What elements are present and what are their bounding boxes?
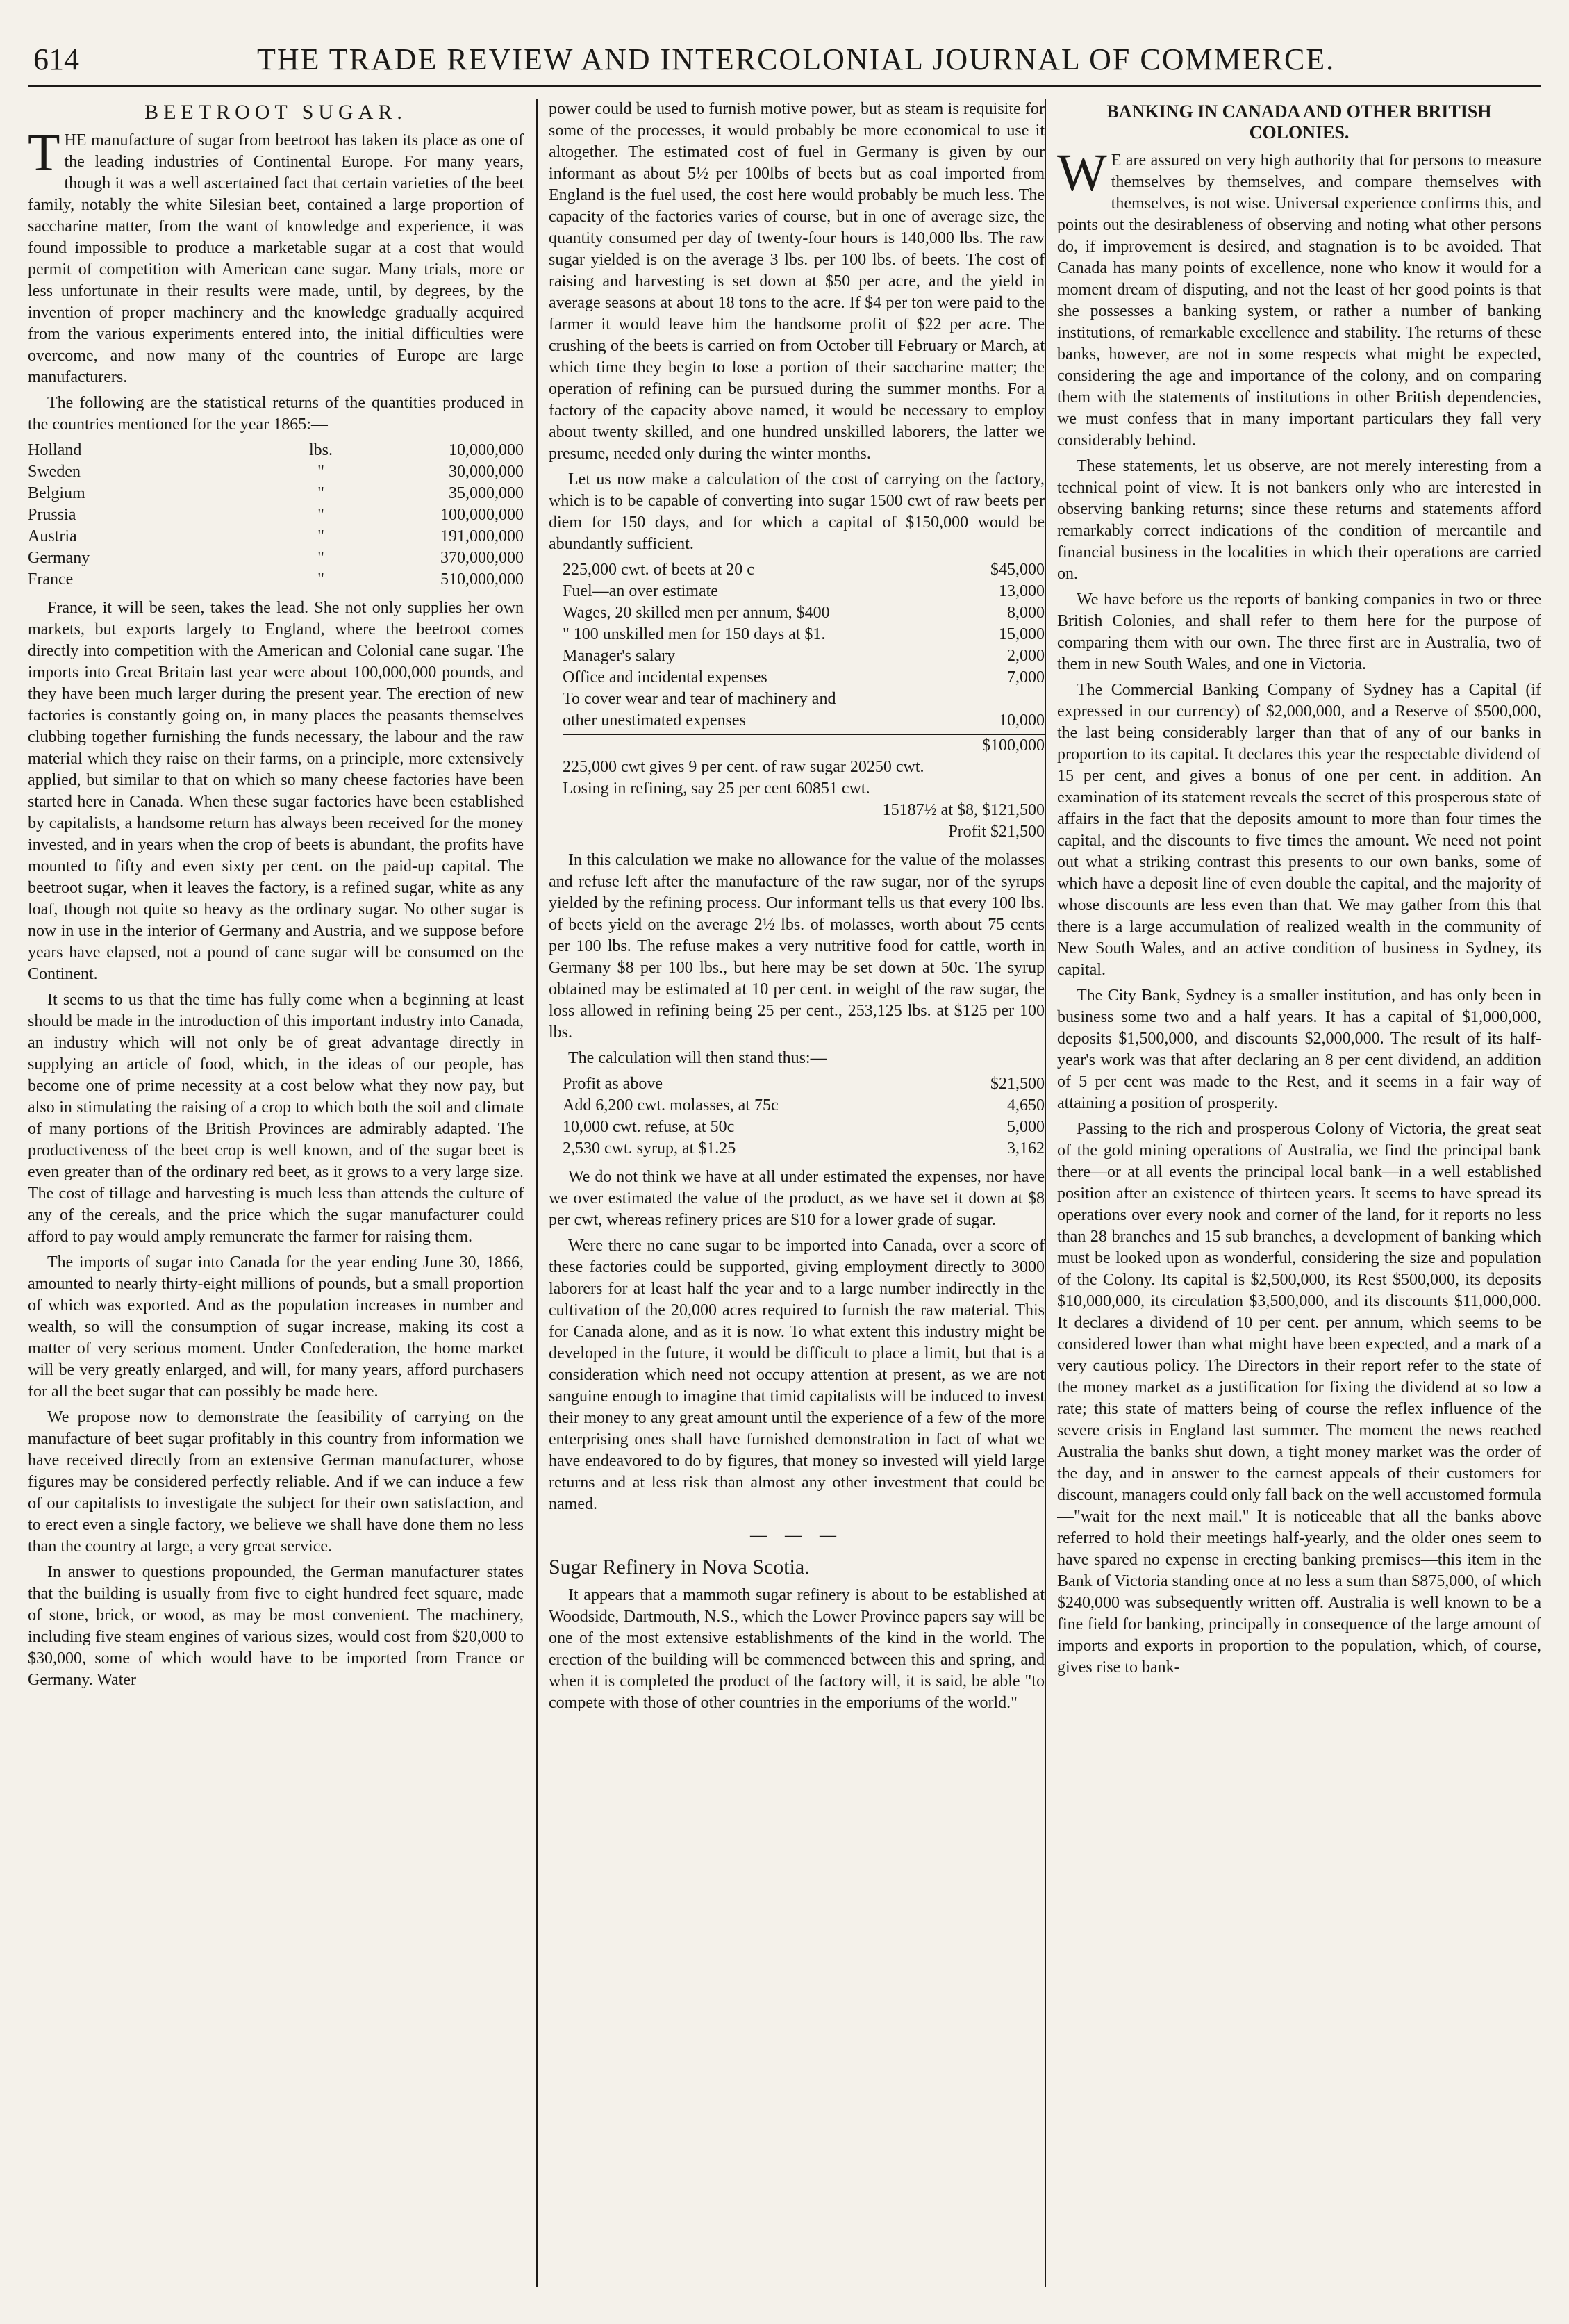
calc-amount: 4,650	[1007, 1096, 1045, 1114]
calc-row	[563, 1095, 1045, 1116]
stat-country: Sweden	[28, 463, 81, 481]
paragraph: It appears that a mammoth sugar refinery is about to be established at Woodside, Dartmouth, N.S., which the Lower Province papers say will be one of the most extensive establishments of the kind in the world. The erection of the building will be commenced between this and spring, and when it is completed the product of the factory will, it is said, be able "to compete with those of other countries in the emporiums of the world."	[549, 1586, 1045, 1712]
calc-label: other unestimated expenses	[563, 711, 746, 730]
calc-label: Wages, 20 skilled men per annum, $400	[563, 604, 830, 622]
drop-cap: T	[28, 124, 60, 182]
stat-value: 35,000,000	[448, 484, 524, 502]
paragraph: The Commercial Banking Company of Sydney has a Capital (if expressed in our currency) of $2,000,000, and a Reserve of $500,000, the last being considerably larger than that of any of our banks in proportion to its capital. It declares this year the respectable dividend of 15 per cent, and gives a bonus of one per cent. in addition. An examination of its statement reveals the secret of this prosperous state of affairs in the fact that the deposits amount to more than four times the capital, and the discounts to five times the amount. We need not point out what a striking contrast this presents to our own banks, some of which have a deposit line of even double the capital, and the majority of whose discounts are less even than that. We may gather from this that there is a large accumulation of realized wealth in the community of New South Wales, and an active condition of business in Sydney, its capital.	[1057, 681, 1541, 979]
stat-unit: "	[317, 506, 324, 524]
revised-calculation	[563, 1073, 1045, 1160]
calc-amount: $45,000	[990, 561, 1045, 579]
calc-profit: Profit $21,500	[948, 823, 1045, 841]
calc-label: 10,000 cwt. refuse, at 50c	[563, 1118, 735, 1136]
paragraph: These statements, let us observe, are not merely interesting from a technical point of view. It is not bankers only who are interested in observing banking returns; since these returns and statements afford remarkably correct indications of the condition of mercantile and financial business in the localities in which their operations are carried on.	[1057, 457, 1541, 583]
calc-row	[563, 602, 1045, 624]
stat-unit: "	[317, 463, 324, 481]
stat-country: Germany	[28, 549, 90, 567]
stat-row	[28, 526, 524, 547]
stat-value: 370,000,000	[440, 549, 524, 567]
stat-country: Belgium	[28, 484, 85, 502]
cost-calculation	[563, 559, 1045, 843]
article-title-sugar-refinery: Sugar Refinery in Nova Scotia.	[549, 1556, 810, 1579]
stat-row	[28, 440, 524, 461]
calc-label: 225,000 cwt. of beets at 20 c	[563, 561, 754, 579]
drop-cap: W	[1057, 144, 1107, 202]
paragraph: Let us now make a calculation of the cost of carrying on the factory, which is to be capable of converting into sugar 1500 cwt of raw beets per diem for 150 days, and for which a capital of $150,000 would be abundantly sufficient.	[549, 470, 1045, 553]
running-head: THE TRADE REVIEW AND INTERCOLONIAL JOURNAL OF COMMERCE.	[257, 42, 1336, 76]
calc-row	[563, 645, 1045, 667]
calc-row	[563, 689, 1045, 710]
calc-label: Office and incidental expenses	[563, 668, 767, 686]
paragraph: It seems to us that the time has fully come when a beginning at least should be made in the introduction of this important industry into Canada, an industry which will not only be of great advantage directly in supplying an article of food, which, in the ideas of our people, has become one of prime necessity at a cost below what they now pay, but also in stimulating the raising of a crop to which both the soil and climate of many portions of the British Provinces are admirably adapted. The productiveness of the beet crop is well known, and of the sugar beet is even greater than of the ordinary red beet, as it grows to a very large size. The cost of tillage and harvesting is much less than attends the culture of any of the cereals, and the price which the sugar manufacturer could afford to pay would amply remunerate the farmer for raising them.	[28, 991, 524, 1246]
calc-row	[563, 667, 1045, 689]
section-separator: — — —	[750, 1526, 843, 1544]
paragraph: We have before us the reports of banking companies in two or three British Colonies, and shall refer to them here for the purpose of comparing them with our own. The three first are in Australia, two of them in new South Wales, and one in Victoria.	[1057, 591, 1541, 673]
stat-value: 191,000,000	[440, 527, 524, 545]
stat-row	[28, 547, 524, 569]
calc-label: To cover wear and tear of machinery and	[563, 690, 836, 708]
calc-label: Add 6,200 cwt. molasses, at 75c	[563, 1096, 779, 1114]
article-title-beetroot-sugar: BEETROOT SUGAR.	[144, 101, 407, 124]
calc-amount: 3,162	[1007, 1139, 1045, 1157]
paragraph: Passing to the rich and prosperous Colony of Victoria, the great seat of the gold mining operations of Australia, we find the principal bank there—or at all events the principal local bank—in a well established position after an existence of thirteen years. It seems to have spread its operations over every nook and corner of the land, for it reports no less than 28 branches and 15 sub branches, a development of banking which must be looked upon as wonderful, considering the size and population of the Colony. Its capital is $2,500,000, its Rest $500,000, its deposits $10,000,000, its circulation $3,500,000, and its discounts $11,000,000. It declares a dividend of 10 per cent. per annum, which seems to be considered lower than what might have been expected, and a mark of a very cautious policy. The Directors in their report refer to the state of the money market as a justification for fixing the dividend at so low a rate; this state of matters being of course the reflex influence of the severe crisis in England last summer. The moment the news reached Australia the banks shut down, a tight money market was the order of the day, and in answer to the earnest appeals of their customers for discount, managers could only fall back on the well accustomed formula—"wait for the next mail." It is noticeable that all the banks above referred to hold their meetings half-yearly, and the older ones seem to have spared no expense in erecting banking premises—this item in the Bank of Victoria standing once at no less a sum than $875,000, of which $240,000 was subsequently written off. Australia is well known to be a fine field for banking, principally in consequence of the large amount of imports and exports in proportion to the population, which, of course, gives rise to bank-	[1057, 1120, 1541, 1676]
column-middle	[549, 99, 1045, 2287]
paragraph: In answer to questions propounded, the German manufacturer states that the building is usually from five to eight hundred feet square, made of stone, brick, or wood, as may be most convenient. The machinery, including five steam engines of various sizes, would cost from $20,000 to $30,000, some of which would have to be imported from France or Germany. Water	[28, 1563, 524, 1689]
calc-total: $100,000	[563, 734, 1045, 757]
calc-result: 15187½ at $8, $121,500	[882, 801, 1045, 819]
paragraph: The imports of sugar into Canada for the year ending June 30, 1866, amounted to nearly thirty-eight millions of pounds, but a small proportion of which was exported. And as the population increases in number and wealth, so will the consumption of sugar increase, making its cost a matter of very serious moment. Under Confederation, the home market will be very greatly enlarged, and will, for many years, afford purchasers for all the beet sugar that can possibly be made here.	[28, 1253, 524, 1401]
stat-row	[28, 504, 524, 526]
calc-amount: 8,000	[1007, 604, 1045, 622]
calc-row	[563, 710, 1045, 732]
calc-amount: 7,000	[1007, 668, 1045, 686]
stat-unit: "	[317, 527, 324, 545]
calc-amount: 15,000	[999, 625, 1045, 643]
sugar-stats-table	[28, 440, 524, 591]
stat-country: Austria	[28, 527, 77, 545]
calc-label: Profit as above	[563, 1075, 663, 1093]
calc-row	[563, 624, 1045, 645]
calc-amount: 2,000	[1007, 647, 1045, 665]
stat-value: 510,000,000	[440, 570, 524, 588]
paragraph-text: E are assured on very high authority that for persons to measure themselves by themselves, and compare themselves with themselves, is not wise. Universal experience confirms this, and points out the desirableness of observing and noting what other persons do, if improvement is desired, and stagnation is to be avoided. That Canada has many points of excellence, none who know it would for a moment dream of disputing, and not the least of her good points is that she possesses a banking system, or rather a number of banking institutions, of remarkable excellence and stability. The returns of these banks, however, are not in some respects what might be expected, considering the age and importance of the colony, and on comparing them with the statements of institutions in other British dependencies, we must confess that in many important particulars they fall very considerably behind.	[1057, 151, 1541, 450]
page-header	[28, 36, 1541, 87]
calc-label: " 100 unskilled men for 150 days at $1.	[563, 625, 826, 643]
stat-value: 30,000,000	[448, 463, 524, 481]
paragraph: The City Bank, Sydney is a smaller institution, and has only been in business some two and a half years. It has a capital of $1,000,000, deposits $1,500,000, and discounts $2,000,000. The result of its half-year's work was that after declaring an 8 per cent dividend, an addition of 5 per cent was made to the Rest, and it seems in a fair way of attaining a position of prosperity.	[1057, 987, 1541, 1112]
calc-amount: 5,000	[1007, 1118, 1045, 1136]
calc-label: Fuel—an over estimate	[563, 582, 718, 600]
stat-row	[28, 483, 524, 504]
stat-value: 10,000,000	[448, 441, 524, 459]
stat-country: France	[28, 570, 74, 588]
calc-amount: 10,000	[999, 711, 1045, 730]
stat-country: Holland	[28, 441, 82, 459]
stat-value: 100,000,000	[440, 506, 524, 524]
stat-country: Prussia	[28, 506, 76, 524]
page-number: 614	[33, 42, 79, 76]
stat-row	[28, 569, 524, 591]
paragraph: In this calculation we make no allowance for the value of the molasses and refuse left after the manufacture of the raw sugar, nor of the syrups yielded by the refining process. Our informant tells us that every 100 lbs. of beets yield on the average 2½ lbs. of molasses, worth about 75 cents per 100 lbs. The refuse makes a very nutritive food for cattle, worth in Germany $8 per 100 lbs., but here may be set down at 50c. The syrup obtained may be estimated at 10 per cent. in weight of the raw sugar, the loss allowed in refining being 25 per cent., 253,125 lbs. at $125 per 100 lbs.	[549, 851, 1045, 1041]
paragraph: The following are the statistical returns of the quantities produced in the countries mentioned for the year 1865:—	[28, 394, 524, 434]
calc-line: 225,000 cwt gives 9 per cent. of raw sugar 20250 cwt.	[563, 758, 924, 776]
calc-row	[563, 1116, 1045, 1138]
column-rule	[1045, 99, 1046, 2287]
calc-line: Losing in refining, say 25 per cent 60851 cwt.	[563, 780, 870, 798]
stat-unit: "	[317, 570, 324, 588]
stat-unit: "	[317, 484, 324, 502]
stat-row	[28, 461, 524, 483]
column-left	[28, 99, 524, 2287]
calc-row	[563, 1073, 1045, 1095]
paragraph: We propose now to demonstrate the feasibility of carrying on the manufacture of beet sugar profitably in this country from information we have received directly from an extensive German manufacturer, whose figures may be considered perfectly reliable. And if we can induce a few of our capitalists to investigate the subject for their own satisfaction, and to erect even a single factory, we believe we shall have done them no less than the country at large, a very great service.	[28, 1408, 524, 1556]
calc-amount: 13,000	[999, 582, 1045, 600]
paragraph: Were there no cane sugar to be imported into Canada, over a score of these factories could be supported, giving employment directly to 3000 laborers for at least half the year and to a large number indirectly in the cultivation of the 20,000 acres required to furnish the raw material. This for Canada alone, and as it is now. To what extent this industry might be developed in the future, it would be difficult to place a limit, but that is a consideration which need not occupy attention at present, as we are not sanguine enough to imagine that timid capitalists will be induced to invest their money to any great amount until the experience of a few of the more enterprising ones shall have furnished demonstration in fact of what we have endeavored to do by figures, that money so invested will yield large returns and at less risk than almost any other investment that could be named.	[549, 1237, 1045, 1513]
calc-label: Manager's salary	[563, 647, 676, 665]
stat-unit: "	[317, 549, 324, 567]
paragraph: power could be used to furnish motive power, but as steam is requisite for some of the processes, it would probably be more economical to use it altogether. The estimated cost of fuel in Germany is given by our informant as about 5½ per 100lbs of beets but as coal imported from England is the fuel used, the cost here would probably be much less. The capacity of the factories varies of course, but in one of average size, the quantity consumed per day of twenty-four hours is 140,000 lbs. The raw sugar yielded is on the average 3 lbs. per 100 lbs. of beets. The cost of raising and harvesting is set down at $50 per acre, and the yield in average seasons at about 18 tons to the acre. If $4 per ton were paid to the farmer it would leave him the handsome profit of $22 per acre. The crushing of the beets is carried on from October till February or March, at which time they begin to lose a portion of their saccharine matter; the operation of refining can be pursued during the summer months. For a factory of the capacity above named, it would be necessary to employ about twenty skilled, and one hundred unskilled laborers, the latter we presume, needed only during the winter months.	[549, 100, 1045, 463]
calc-row	[563, 1138, 1045, 1160]
paragraph	[1057, 144, 1541, 452]
article-title-banking: BANKING IN CANADA AND OTHER BRITISH COLONIES.	[1106, 101, 1492, 142]
paragraph: We do not think we have at all under estimated the expenses, nor have we over estimated the value of the product, as we have set it down at $8 per cwt, whereas refinery prices are $10 for a lower grade of sugar.	[549, 1168, 1045, 1229]
paragraph-text: HE manufacture of sugar from beetroot has taken its place as one of the leading industries of Continental Europe. For many years, though it was a well ascertained fact that certain varieties of the beet family, notably the white Silesian beet, contained a large proportion of saccharine matter, from the want of knowledge and experience, it was found impossible to produce a marketable sugar at a cost that would permit of competition with American cane sugar. Many trials, more or less unfortunate in their results were made, until, by degrees, by the invention of proper machinery and the knowledge gradually acquired from the various experiments entered into, the initial difficulties were overcome, and now many of the countries of Europe are large manufacturers.	[28, 131, 524, 386]
paragraph	[28, 124, 524, 388]
column-rule	[536, 99, 538, 2287]
column-right	[1057, 99, 1541, 2287]
calc-amount: $21,500	[990, 1075, 1045, 1093]
paragraph: The calculation will then stand thus:—	[568, 1049, 827, 1067]
calc-row	[563, 581, 1045, 602]
calc-label: 2,530 cwt. syrup, at $1.25	[563, 1139, 736, 1157]
paragraph: France, it will be seen, takes the lead. She not only supplies her own markets, but exports largely to England, where the beetroot comes directly into competition with the American and Colonial cane sugar. The imports into Great Britain last year were about 100,000,000 pounds, and they have been much larger during the present year. The erection of new factories is constantly going on, in many places the peasants themselves clubbing together furnishing the funds necessary, the labour and the raw material which they raise on their farms, on a principle, more extensively applied, but similar to that on which so many cheese factories have been started here in Canada. When these sugar factories have been established by capitalists, a handsome return has always been received for the money invested, and in years when the crop of beets is abundant, the profits have mounted to fifty and even sixty per cent. on the paid-up capital. The beetroot sugar, when it leaves the factory, is a refined sugar, white as any loaf, though not quite so heavy as the ordinary sugar. No other sugar is now in use in the interior of Germany and Austria, and we suppose before years have elapsed, not a pound of cane sugar will be consumed on the Continent.	[28, 599, 524, 983]
calc-row	[563, 559, 1045, 581]
stat-unit: lbs.	[308, 441, 333, 459]
